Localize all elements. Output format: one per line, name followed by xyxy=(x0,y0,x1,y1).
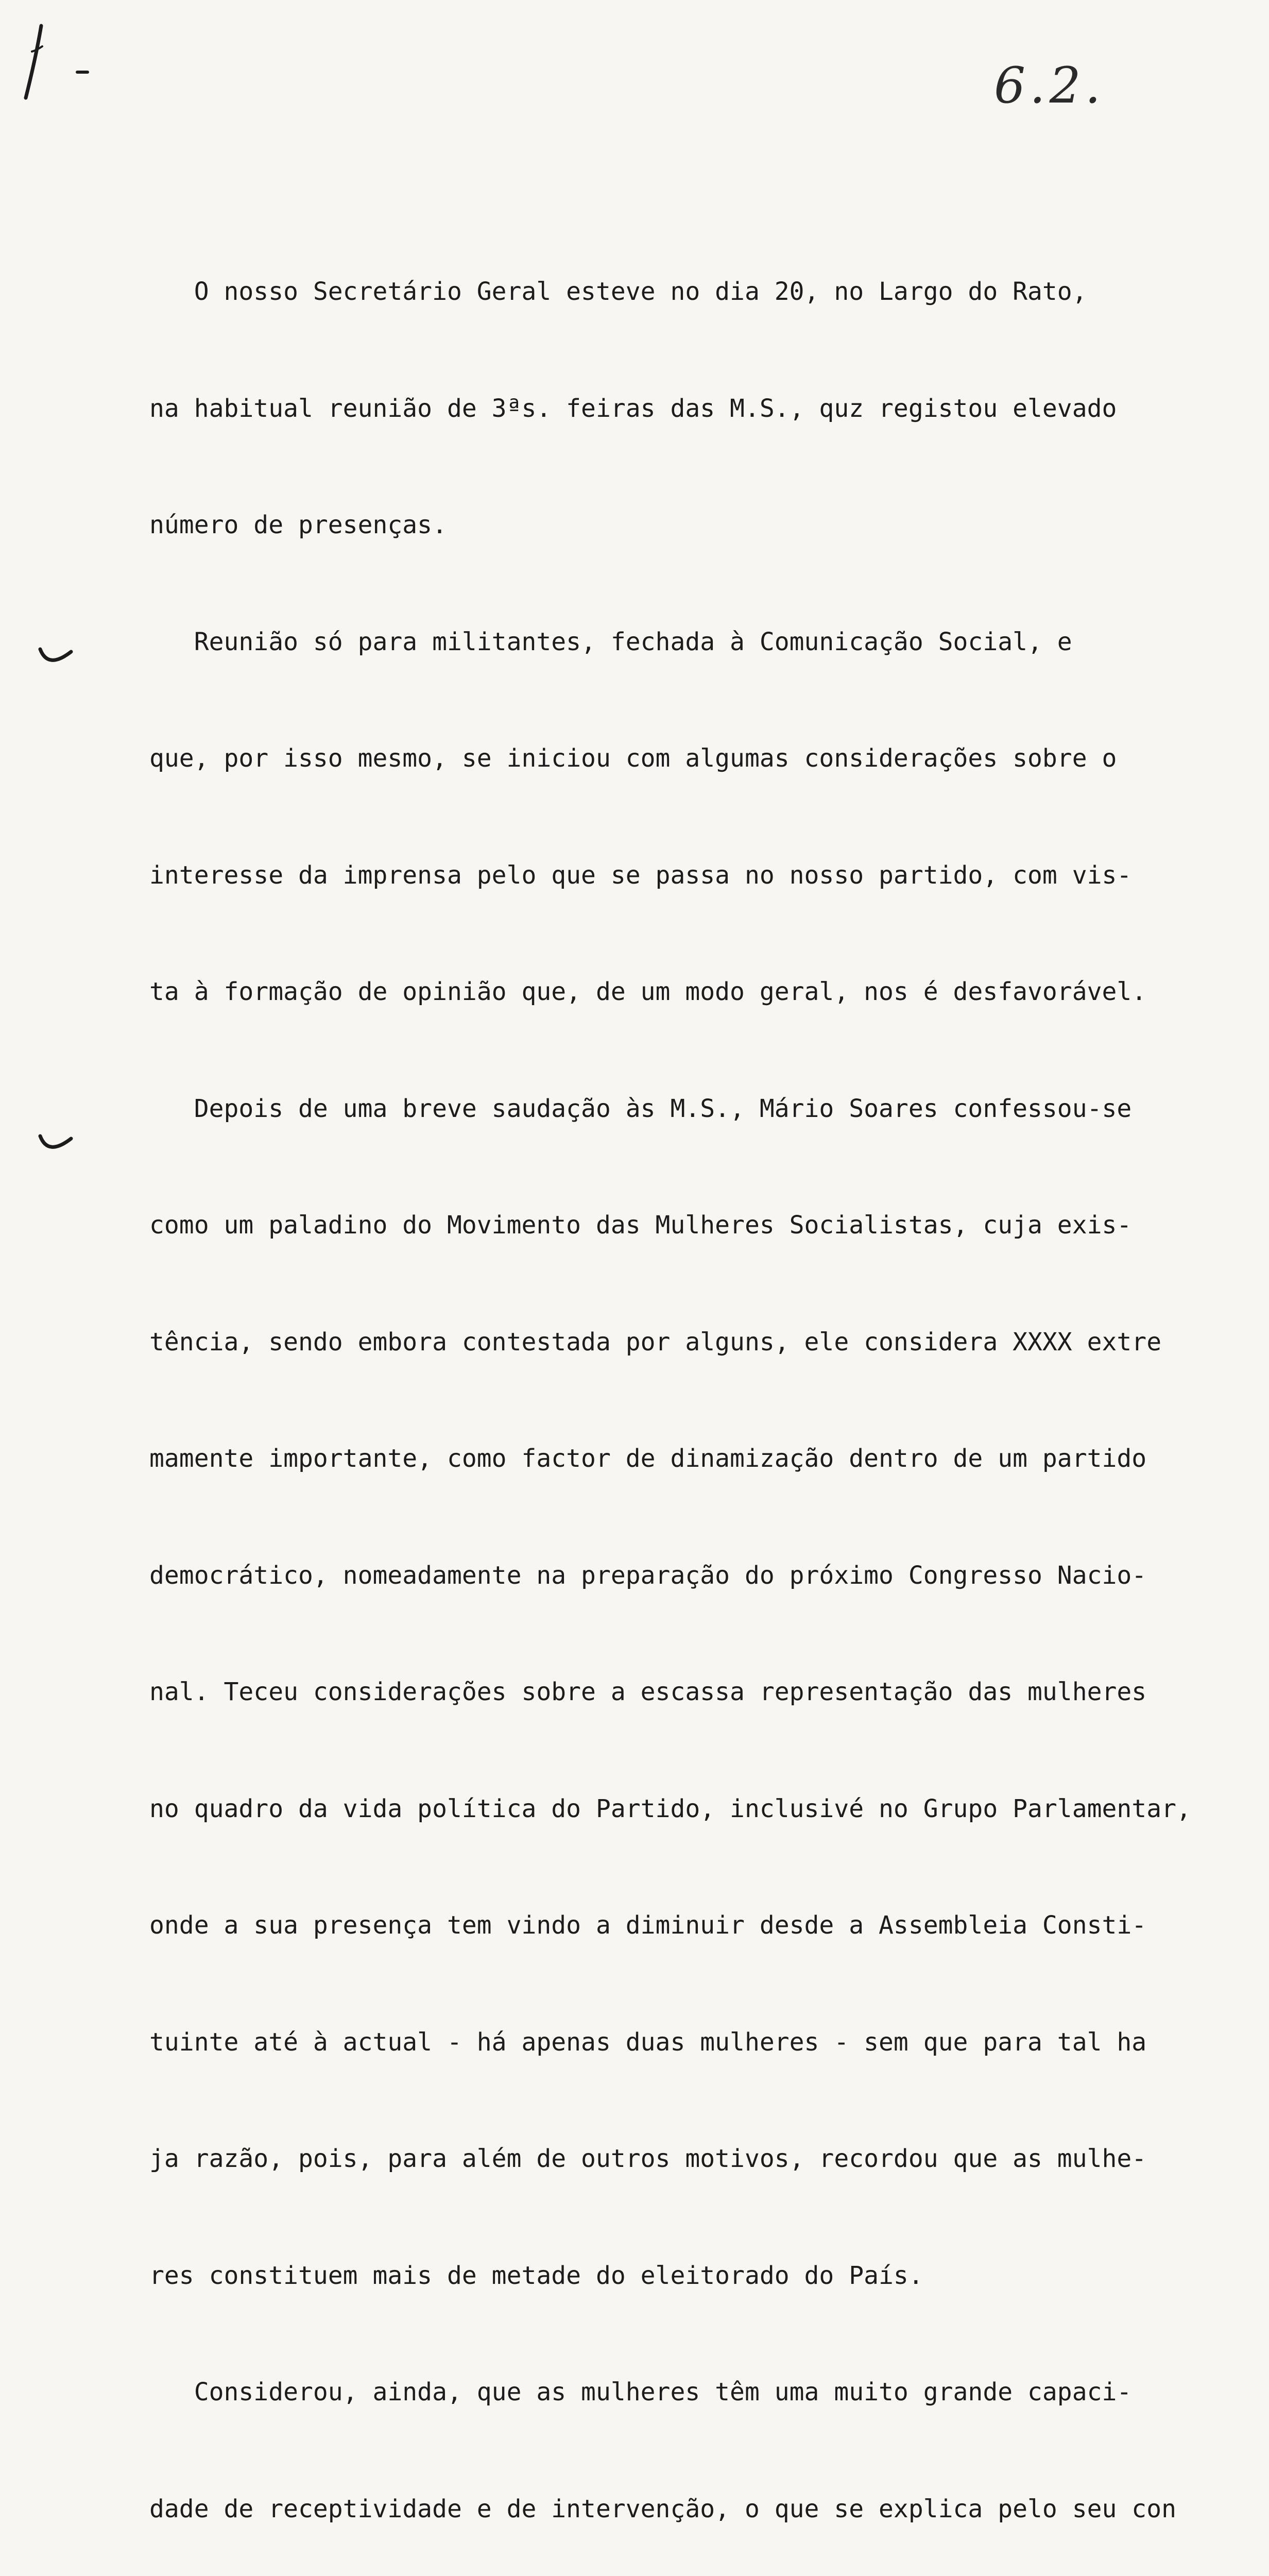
page-reference: 6.2. xyxy=(994,57,1105,114)
text-line: Considerou, ainda, que as mulheres têm uma muito grande capaci- xyxy=(149,2378,1132,2406)
text-line: O nosso Secretário Geral esteve no dia 20, no Largo do Rato, xyxy=(149,277,1087,306)
text-line: res constituem mais de metade do eleitorado do País. xyxy=(149,2261,923,2290)
page-number-mark xyxy=(10,21,93,108)
text-line: como um paladino do Movimento das Mulheres Socialistas, cuja exis- xyxy=(149,1211,1132,1240)
margin-mark-2 xyxy=(35,1126,76,1162)
text-line: dade de receptividade e de intervenção, o que se explica pelo seu con xyxy=(149,2494,1176,2523)
margin-mark-1 xyxy=(35,639,76,675)
typewritten-body xyxy=(149,195,1257,2576)
text-line: interesse da imprensa pelo que se passa no nosso partido, com vis- xyxy=(149,860,1132,890)
text-line: tência, sendo embora contestada por alguns, ele considera XXXX extre xyxy=(149,1327,1162,1357)
text-line: na habitual reunião de 3ªs. feiras das M.S., quz registou elevado xyxy=(149,394,1117,423)
text-line: Reunião só para militantes, fechada à Comunicação Social, e xyxy=(149,627,1072,656)
text-line: onde a sua presença tem vindo a diminuir desde a Assembleia Consti- xyxy=(149,1911,1147,1940)
text-line: tuinte até à actual - há apenas duas mulheres - sem que para tal ha xyxy=(149,2027,1147,2057)
text-line: Depois de uma breve saudação às M.S., Mário Soares confessou-se xyxy=(149,1094,1132,1123)
text-line: democrático, nomeadamente na preparação do próximo Congresso Nacio- xyxy=(149,1561,1147,1590)
text-line: que, por isso mesmo, se iniciou com algumas considerações sobre o xyxy=(149,744,1117,773)
text-line: ta à formação de opinião que, de um modo geral, nos é desfavorável. xyxy=(149,977,1147,1006)
text-line: número de presenças. xyxy=(149,511,447,539)
text-line: mamente importante, como factor de dinamização dentro de um partido xyxy=(149,1444,1147,1473)
text-line: ja razão, pois, para além de outros motivos, recordou que as mulhe- xyxy=(149,2144,1147,2173)
text-line: nal. Teceu considerações sobre a escassa representação das mulheres xyxy=(149,1677,1147,1706)
text-line: no quadro da vida política do Partido, inclusivé no Grupo Parlamentar, xyxy=(149,1794,1191,1823)
